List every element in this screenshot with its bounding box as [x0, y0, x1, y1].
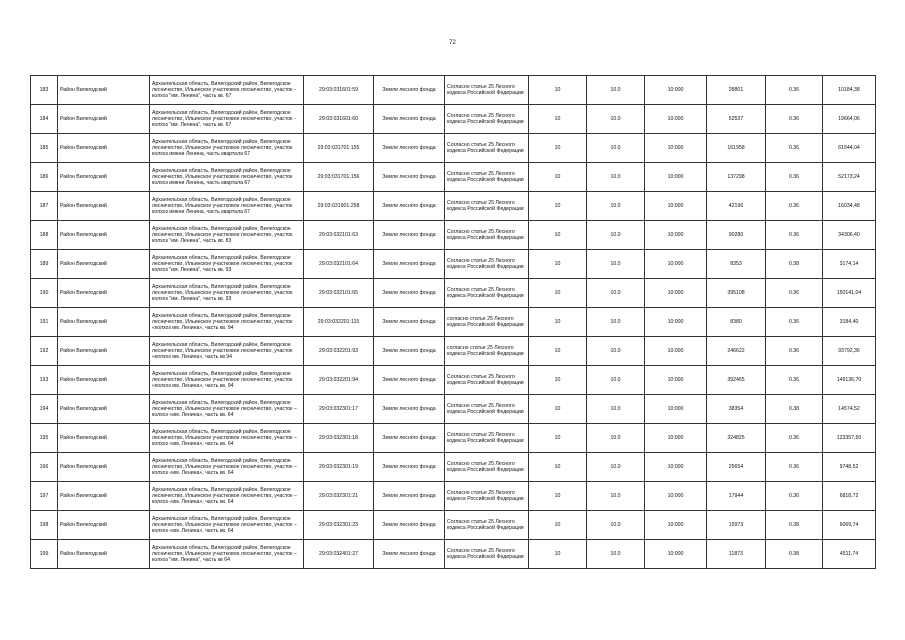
value-cell-3: 10:000 — [645, 76, 707, 105]
land-category-cell: Земли лесного фонда — [374, 482, 445, 511]
legal-basis-cell: Согласно статье 25 Лесного кодекса Российской Федерации — [445, 250, 529, 279]
value-cell-3: 10:000 — [645, 482, 707, 511]
rate-cell: 0.36 — [766, 337, 823, 366]
legal-basis-cell: Согласно статье 25 Лесного кодекса Российской Федерации — [445, 76, 529, 105]
value-cell-1: 10 — [529, 279, 587, 308]
rate-cell: 0.36 — [766, 482, 823, 511]
table-row — [31, 511, 876, 540]
legal-basis-cell: Согласно статье 25 Лесного кодекса Российской Федерации — [445, 540, 529, 569]
district-cell: Район Вилегодский — [58, 366, 150, 395]
sum-cell: 6818,72 — [823, 482, 876, 511]
value-cell-2: 10.0 — [587, 250, 645, 279]
address-cell: Архангельская область, Вилегодский район, Вилегодское лесничество, Ильинское участковое лесничество, участок «колхоз им. Ленина», часть кв 94 — [150, 337, 304, 366]
value-cell-2: 10.0 — [587, 308, 645, 337]
row-number: 197 — [31, 482, 58, 511]
value-cell-3: 10:000 — [645, 250, 707, 279]
address-cell: Архангельская область, Вилегодский район, Вилегодское лесничество, Ильинское участковое лесничество, участок колхоз имени Ленина, часть квартала 67 — [150, 163, 304, 192]
table-row — [31, 453, 876, 482]
row-number: 196 — [31, 453, 58, 482]
address-cell: Архангельская область, Вилегодский район, Вилегодское лесничество, Ильинское участковое лесничество, участок – колхоз «им. Ленина», часть кв. 64 — [150, 395, 304, 424]
area-cell: 42196 — [707, 192, 766, 221]
legal-basis-cell: согласно статье 25 Лесного кодекса Российской Федерации — [445, 308, 529, 337]
value-cell-3: 10:000 — [645, 453, 707, 482]
value-cell-1: 10 — [529, 540, 587, 569]
row-number: 184 — [31, 105, 58, 134]
cadastral-number-cell: 29:03:031601:59 — [304, 76, 374, 105]
table-row — [31, 279, 876, 308]
rate-cell: 0.36 — [766, 453, 823, 482]
address-cell: Архангельская область, Вилегодский район, Вилегодское лесничество, Ильинское участковое лесничество, участок колхоз имени Ленина, часть квартала 67 — [150, 192, 304, 221]
table-body — [31, 76, 876, 569]
land-category-cell: Земли лесного фонда — [374, 192, 445, 221]
value-cell-1: 10 — [529, 76, 587, 105]
sum-cell: 34306,40 — [823, 221, 876, 250]
rate-cell: 0.36 — [766, 76, 823, 105]
legal-basis-cell: Согласно статье 25 Лесного кодекса Российской Федерации — [445, 366, 529, 395]
sum-cell: 9748,52 — [823, 453, 876, 482]
value-cell-3: 10:000 — [645, 163, 707, 192]
rate-cell: 0.38 — [766, 395, 823, 424]
value-cell-3: 10:000 — [645, 337, 707, 366]
sum-cell: 19664,06 — [823, 105, 876, 134]
address-cell: Архангельская область, Вилегодский район, Вилегодское лесничество, Ильинское участковое лесничество, участок – колхоз «им. Ленина», часть кв. 64 — [150, 482, 304, 511]
value-cell-2: 10.0 — [587, 163, 645, 192]
address-cell: Архангельская область, Вилегодский район, Вилегодское лесничество, Ильинское участковое лесничество, участок – колхоз «им. Ленина», часть кв. 64 — [150, 511, 304, 540]
land-category-cell: Земли лесного фонда — [374, 540, 445, 569]
district-cell: Район Вилегодский — [58, 337, 150, 366]
legal-basis-cell: Согласно статье 25 Лесного кодекса Российской Федерации — [445, 395, 529, 424]
area-cell: 137298 — [707, 163, 766, 192]
table-row — [31, 366, 876, 395]
cadastral-number-cell: 29:03:032301:19 — [304, 453, 374, 482]
value-cell-2: 10.0 — [587, 540, 645, 569]
value-cell-1: 10 — [529, 424, 587, 453]
area-cell: 17944 — [707, 482, 766, 511]
row-number: 190 — [31, 279, 58, 308]
row-number: 185 — [31, 134, 58, 163]
land-category-cell: Земли лесного фонда — [374, 221, 445, 250]
district-cell: Район Вилегодский — [58, 134, 150, 163]
district-cell: Район Вилегодский — [58, 192, 150, 221]
table-row — [31, 134, 876, 163]
value-cell-2: 10.0 — [587, 511, 645, 540]
land-category-cell: Земли лесного фонда — [374, 279, 445, 308]
land-category-cell: Земли лесного фонда — [374, 76, 445, 105]
value-cell-1: 10 — [529, 163, 587, 192]
value-cell-2: 10.0 — [587, 482, 645, 511]
table-row — [31, 163, 876, 192]
rate-cell: 0.38 — [766, 511, 823, 540]
row-number: 187 — [31, 192, 58, 221]
legal-basis-cell: Согласно статье 25 Лесного кодекса Российской Федерации — [445, 105, 529, 134]
district-cell: Район Вилегодский — [58, 279, 150, 308]
value-cell-1: 10 — [529, 337, 587, 366]
value-cell-3: 10:000 — [645, 366, 707, 395]
address-cell: Архангельская область, Вилегодский район, Вилегодское лесничество, Ильинское участковое лесничество, участок – колхоз "им. Ленина", часть кв 64 — [150, 540, 304, 569]
value-cell-2: 10.0 — [587, 221, 645, 250]
address-cell: Архангельская область, Вилегодский район, Вилегодское лесничество, Ильинское участковое лесничество, участок – колхоз «им. Ленина», часть кв. 64 — [150, 453, 304, 482]
value-cell-1: 10 — [529, 192, 587, 221]
cadastral-number-cell: 29:03:032301:17 — [304, 395, 374, 424]
cadastral-number-cell: 29:03:031901:258 — [304, 192, 374, 221]
table-row — [31, 540, 876, 569]
row-number: 194 — [31, 395, 58, 424]
sum-cell: 150141,04 — [823, 279, 876, 308]
value-cell-2: 10.0 — [587, 453, 645, 482]
value-cell-3: 10:000 — [645, 308, 707, 337]
address-cell: Архангельская область, Вилегодский район, Вилегодское лесничество, Ильинское участковое лесничество, участок колхоз "им. Ленина", часть кв. 83 — [150, 221, 304, 250]
sum-cell: 4511,74 — [823, 540, 876, 569]
legal-basis-cell: согласно статье 25 Лесного кодекса Российской Федерации — [445, 337, 529, 366]
address-cell: Архангельская область, Вилегодский район, Вилегодское лесничество, Ильинское участковое лесничество, участок - колхоз "им. Ленина", часть кв. 67 — [150, 76, 304, 105]
address-cell: Архангельская область, Вилегодский район, Вилегодское лесничество, Ильинское участковое лесничество, участок - колхоз "им. Ленина", часть кв. 67 — [150, 105, 304, 134]
area-cell: 90280 — [707, 221, 766, 250]
rate-cell: 0.36 — [766, 134, 823, 163]
table-row — [31, 337, 876, 366]
value-cell-3: 10:000 — [645, 540, 707, 569]
land-category-cell: Земли лесного фонда — [374, 395, 445, 424]
address-cell: Архангельская область, Вилегодский район, Вилегодское лесничество, Ильинское участковое лесничество, участок – колхоз «им. Ленина», часть кв. 64 — [150, 424, 304, 453]
land-category-cell: Земли лесного фонда — [374, 424, 445, 453]
cadastral-number-cell: 29:03:032301:23 — [304, 511, 374, 540]
land-category-cell: Земли лесного фонда — [374, 105, 445, 134]
area-cell: 25654 — [707, 453, 766, 482]
land-category-cell: Земли лесного фонда — [374, 453, 445, 482]
area-cell: 324825 — [707, 424, 766, 453]
value-cell-2: 10.0 — [587, 424, 645, 453]
value-cell-2: 10.0 — [587, 192, 645, 221]
cadastral-number-cell: 29:03:032201:94 — [304, 366, 374, 395]
value-cell-2: 10.0 — [587, 76, 645, 105]
rate-cell: 0.36 — [766, 366, 823, 395]
sum-cell: 52173,24 — [823, 163, 876, 192]
value-cell-1: 10 — [529, 395, 587, 424]
value-cell-1: 10 — [529, 482, 587, 511]
land-category-cell: Земли лесного фонда — [374, 163, 445, 192]
value-cell-2: 10.0 — [587, 105, 645, 134]
value-cell-2: 10.0 — [587, 366, 645, 395]
legal-basis-cell: Согласно статье 25 Лесного кодекса Российской Федерации — [445, 221, 529, 250]
cadastral-number-cell: 29:03:032201:115 — [304, 308, 374, 337]
district-cell: Район Вилегодский — [58, 453, 150, 482]
district-cell: Район Вилегодский — [58, 308, 150, 337]
address-cell: Архангельская область, Вилегодский район, Вилегодское лесничество, Ильинское участковое лесничество, участок колхоз имени Ленина, часть квартала 67 — [150, 134, 304, 163]
area-cell: 8380 — [707, 308, 766, 337]
table-row — [31, 192, 876, 221]
value-cell-2: 10.0 — [587, 395, 645, 424]
value-cell-3: 10:000 — [645, 424, 707, 453]
sum-cell: 3174,14 — [823, 250, 876, 279]
district-cell: Район Вилегодский — [58, 424, 150, 453]
cadastral-number-cell: 29:03:032101:64 — [304, 250, 374, 279]
rate-cell: 0.36 — [766, 308, 823, 337]
area-cell: 38354 — [707, 395, 766, 424]
area-cell: 11873 — [707, 540, 766, 569]
value-cell-3: 10:000 — [645, 192, 707, 221]
row-number: 198 — [31, 511, 58, 540]
row-number: 188 — [31, 221, 58, 250]
cadastral-number-cell: 29:03:031601:60 — [304, 105, 374, 134]
value-cell-2: 10.0 — [587, 279, 645, 308]
value-cell-3: 10:000 — [645, 221, 707, 250]
area-cell: 392465 — [707, 366, 766, 395]
legal-basis-cell: Согласно статье 25 Лесного кодекса Российской Федерации — [445, 134, 529, 163]
sum-cell: 61544,04 — [823, 134, 876, 163]
area-cell: 395108 — [707, 279, 766, 308]
row-number: 189 — [31, 250, 58, 279]
land-category-cell: Земли лесного фонда — [374, 308, 445, 337]
sum-cell: 149136,70 — [823, 366, 876, 395]
rate-cell: 0.36 — [766, 163, 823, 192]
sum-cell: 10184,38 — [823, 76, 876, 105]
rate-cell: 0.36 — [766, 192, 823, 221]
legal-basis-cell: Согласно статье 25 Лесного кодекса Российской Федерации — [445, 279, 529, 308]
cadastral-number-cell: 29:03:031701:156 — [304, 163, 374, 192]
table-row — [31, 482, 876, 511]
rate-cell: 0.36 — [766, 279, 823, 308]
sum-cell: 14574,52 — [823, 395, 876, 424]
cadastral-number-cell: 29:03:032401:27 — [304, 540, 374, 569]
rate-cell: 0.36 — [766, 221, 823, 250]
district-cell: Район Вилегодский — [58, 221, 150, 250]
row-number: 191 — [31, 308, 58, 337]
table-row — [31, 221, 876, 250]
table-row — [31, 424, 876, 453]
address-cell: Архангельская область, Вилегодский район, Вилегодское лесничество, Ильинское участковое лесничество, участок «колхоз им. Ленина», часть кв. 94 — [150, 366, 304, 395]
legal-basis-cell: Согласно статье 25 Лесного кодекса Российской Федерации — [445, 511, 529, 540]
district-cell: Район Вилегодский — [58, 250, 150, 279]
rate-cell: 0.36 — [766, 424, 823, 453]
land-category-cell: Земли лесного фонда — [374, 250, 445, 279]
value-cell-3: 10:000 — [645, 395, 707, 424]
value-cell-2: 10.0 — [587, 337, 645, 366]
value-cell-1: 10 — [529, 134, 587, 163]
value-cell-1: 10 — [529, 453, 587, 482]
cadastral-number-cell: 29:03:032101:63 — [304, 221, 374, 250]
value-cell-3: 10:000 — [645, 279, 707, 308]
cadastral-number-cell: 29:03:032301:21 — [304, 482, 374, 511]
legal-basis-cell: Согласно статье 25 Лесного кодекса Российской Федерации — [445, 424, 529, 453]
value-cell-1: 10 — [529, 366, 587, 395]
sum-cell: 3184,40 — [823, 308, 876, 337]
area-cell: 8353 — [707, 250, 766, 279]
value-cell-1: 10 — [529, 250, 587, 279]
legal-basis-cell: Согласно статье 25 Лесного кодекса Российской Федерации — [445, 192, 529, 221]
area-cell: 161958 — [707, 134, 766, 163]
table-row — [31, 308, 876, 337]
row-number: 192 — [31, 337, 58, 366]
value-cell-2: 10.0 — [587, 134, 645, 163]
sum-cell: 16034,48 — [823, 192, 876, 221]
value-cell-3: 10:000 — [645, 134, 707, 163]
rate-cell: 0.38 — [766, 540, 823, 569]
district-cell: Район Вилегодский — [58, 76, 150, 105]
legal-basis-cell: Согласно статье 25 Лесного кодекса Российской Федерации — [445, 453, 529, 482]
value-cell-1: 10 — [529, 105, 587, 134]
legal-basis-cell: Согласно статье 25 Лесного кодекса Российской Федерации — [445, 163, 529, 192]
district-cell: Район Вилегодский — [58, 163, 150, 192]
row-number: 195 — [31, 424, 58, 453]
value-cell-1: 10 — [529, 221, 587, 250]
row-number: 199 — [31, 540, 58, 569]
cadastral-number-cell: 29:03:031701:155 — [304, 134, 374, 163]
cadastral-number-cell: 29:03:032101:65 — [304, 279, 374, 308]
page-number: 72 — [449, 40, 456, 46]
land-category-cell: Земли лесного фонда — [374, 134, 445, 163]
table-row — [31, 76, 876, 105]
rate-cell: 0.36 — [766, 105, 823, 134]
area-cell: 28801 — [707, 76, 766, 105]
district-cell: Район Вилегодский — [58, 540, 150, 569]
sum-cell: 93792,36 — [823, 337, 876, 366]
sum-cell: 6069,74 — [823, 511, 876, 540]
value-cell-1: 10 — [529, 308, 587, 337]
row-number: 183 — [31, 76, 58, 105]
address-cell: Архангельская область, Вилегодский район, Вилегодское лесничество, Ильинское участковое лесничество, участок «колхоз им. Ленина», часть кв. 94 — [150, 308, 304, 337]
land-category-cell: Земли лесного фонда — [374, 511, 445, 540]
land-category-cell: Земли лесного фонда — [374, 337, 445, 366]
row-number: 186 — [31, 163, 58, 192]
legal-basis-cell: Согласно статье 25 Лесного кодекса Российской Федерации — [445, 482, 529, 511]
table-row — [31, 250, 876, 279]
address-cell: Архангельская область, Вилегодский район, Вилегодское лесничество, Ильинское участковое лесничество, участок колхоз "им. Ленина", часть кв. 93 — [150, 279, 304, 308]
value-cell-1: 10 — [529, 511, 587, 540]
district-cell: Район Вилегодский — [58, 395, 150, 424]
value-cell-3: 10:000 — [645, 105, 707, 134]
cadastral-number-cell: 29:03:032301:18 — [304, 424, 374, 453]
area-cell: 246622 — [707, 337, 766, 366]
area-cell: 52537 — [707, 105, 766, 134]
address-cell: Архангельская область, Вилегодский район, Вилегодское лесничество, Ильинское участковое лесничество, участок колхоз "им. Ленина", часть кв. 93 — [150, 250, 304, 279]
district-cell: Район Вилегодский — [58, 511, 150, 540]
row-number: 193 — [31, 366, 58, 395]
land-plots-table — [30, 75, 876, 569]
area-cell: 15973 — [707, 511, 766, 540]
land-category-cell: Земли лесного фонда — [374, 366, 445, 395]
table-row — [31, 395, 876, 424]
value-cell-3: 10:000 — [645, 511, 707, 540]
rate-cell: 0.38 — [766, 250, 823, 279]
table-row — [31, 105, 876, 134]
district-cell: Район Вилегодский — [58, 482, 150, 511]
sum-cell: 123357,50 — [823, 424, 876, 453]
cadastral-number-cell: 29:03:032201:93 — [304, 337, 374, 366]
district-cell: Район Вилегодский — [58, 105, 150, 134]
